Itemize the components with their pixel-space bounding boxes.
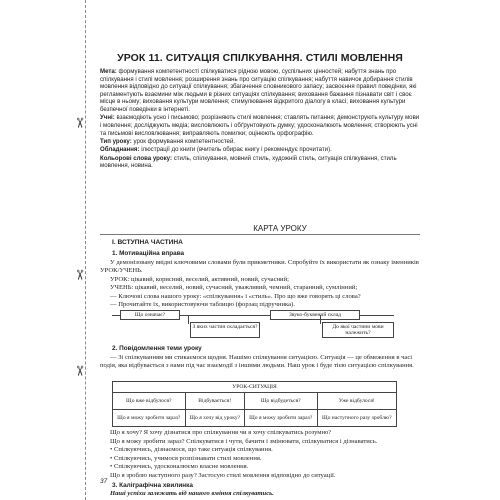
plan-title: КАРТА УРОКУ [253, 224, 307, 233]
goal-text: формування компетентності спілкуватися рідною мовою, суспільних цінностей; набуття знань про спілкування і стилі мовлення; розширення знань про ситуацію спілкування; набуття навичок добирання стилів мовлення відповідно до ситуації спілкування; збагачення словникового запасу; засвоєння правил поведінки, які регламентують взаємини між людьми в різних ситуаціях спілкування; виховання бажання пізнавати світ і своє місце в ньому; виховання культури мовлення; стимулювання відкритого діалогу в класі; виховання культури безпечної поведінки в інтернеті. [100, 68, 417, 113]
type-label: Тип уроку: [100, 137, 132, 145]
scissors-icon: ✂ [71, 269, 88, 281]
scissors-icon: ✂ [71, 365, 88, 377]
section3-text [100, 490, 420, 499]
keywords-text: стиль, спілкування, мовний стиль, художній стиль, ситуація спілкування, стиль мовлення, новина. [100, 154, 397, 170]
subsection-heading: 2. Повідомлення теми уроку [112, 345, 202, 352]
questions-text [100, 429, 420, 481]
equipment-label: Обладнання: [100, 146, 140, 154]
type-paragraph [100, 138, 420, 146]
list-item: • Спілкуючись, дізнаємося, що таке ситуація спілкування. [110, 446, 273, 454]
scheme-line [188, 315, 189, 324]
paragraph: Наші успіхи залежать від нашого вміння спілкуватись. [110, 490, 274, 497]
equipment-text: ілюстрації до книги (вчитель обирає книгу і рекомендує прочитати). [141, 146, 332, 154]
table-row [113, 410, 397, 427]
goal-paragraph [100, 68, 420, 114]
type-text: урок формування компетентностей. [133, 137, 236, 145]
paragraph: Що я можу зробити зараз? Спілкуватися і чути, бачити і змінювати, спілкуватися і дізнаватись. [110, 437, 378, 445]
list-item: • Спілкуючись, учимося розпізнавати стилі мовлення. [110, 454, 262, 462]
table-cell: Що наступного разу зроблю? [317, 410, 396, 427]
scissors-icon: ✂ [71, 117, 88, 129]
paragraph: — Ключові слова нашого уроку: «спілкування» і «стиль». Про що вже говорять ці слова? [110, 292, 361, 300]
table-cell: Що я хочу від уроку? [185, 410, 244, 427]
scheme-box: До якої частини мови належить? [322, 322, 394, 338]
paragraph: УРОК: цікавий, корисний, веселий, активний, новий, сучасний; [110, 275, 289, 283]
table-cell: Уже відбулося! [317, 393, 396, 410]
table-cell: Що вже відбулося? [113, 393, 186, 410]
paragraph: У демонізовану ввідні ключовими словами були прикметники. Спробуйте їх використати як ознаку іменників УРОК/УЧЕНЬ. [100, 259, 419, 274]
goal-label: Мета: [100, 68, 117, 75]
lesson-title: УРОК 11. СИТУАЦІЯ СПІЛКУВАННЯ. СТИЛІ МОВЛЕННЯ [117, 52, 403, 64]
section-heading: І. ВСТУПНА ЧАСТИНА [112, 239, 183, 246]
outcomes-paragraph [100, 114, 420, 137]
table-cell: Відбувається! [185, 393, 244, 410]
lesson-meta [100, 68, 420, 171]
paragraph: Що я хочу? Я хочу дізнатися про спілкування чи я хочу спілкуватись розумно? [110, 429, 332, 436]
table-cell: Що я можу зробити зараз? [244, 410, 317, 427]
paragraph: — Зі спілкуванням ми стикаємося щодня. Нашімо спілкування ситуацією. Ситуація — це обмеження в часі подія, яка відбувається з нами під час взаємодії з іншими людьми. Наш урок і буде тією ситуацією спілкування. [100, 354, 414, 369]
outcomes-text: взаємодіють усно і письмово; розрізняють стилі мовлення; ставлять питання; демонструють культуру мови і мовлення; досліджують медіа; висловлюють і обґрунтовують думку; удосконалюють мовлення; створюють усні та письмові висловлювання; виправляють помилки; оцінюють орфографію. [100, 114, 420, 137]
subsection-heading: 1. Мотиваційна вправа [112, 250, 185, 257]
subsection-heading: 3. Каліграфічна хвилинка [112, 482, 193, 489]
scheme-box: З яких частин складається? [190, 322, 260, 338]
page-number: 37 [100, 478, 108, 485]
equipment-paragraph [100, 146, 420, 154]
paragraph: УЧЕНЬ: цікавий, веселий, новий, сучасний, уважливий, чемний, старанний, сумлінний; [110, 284, 358, 292]
cut-line [85, 0, 86, 500]
lesson-situation-table [112, 381, 397, 427]
table-row [113, 393, 397, 410]
keywords-paragraph [100, 155, 420, 170]
scheme-line [320, 315, 321, 324]
table-header: УРОК-СИТУАЦІЯ [113, 382, 397, 393]
keywords-label: Кольорові слова уроку: [100, 154, 172, 162]
table-cell: Що я можу зробити зараз? [113, 410, 186, 427]
outcomes-label: Учні: [100, 114, 115, 122]
section1-text [100, 259, 420, 310]
list-item: • Спілкуючись, удосконалюємо власне мовлення. [110, 463, 249, 471]
scheme-box: Що означає? [120, 310, 180, 320]
section2-text [100, 354, 420, 371]
paragraph: Що я зроблю наступного разу? Застосую стилі мовлення відповідно до ситуації. [110, 471, 336, 479]
plan-divider [100, 234, 420, 235]
scheme-box: Звуко-буквений склад [270, 310, 360, 320]
paragraph: — Прочитайте їх, використовуючи таблицю (форзац підручника). [110, 301, 295, 309]
table-cell: Що відбудеться? [244, 393, 317, 410]
